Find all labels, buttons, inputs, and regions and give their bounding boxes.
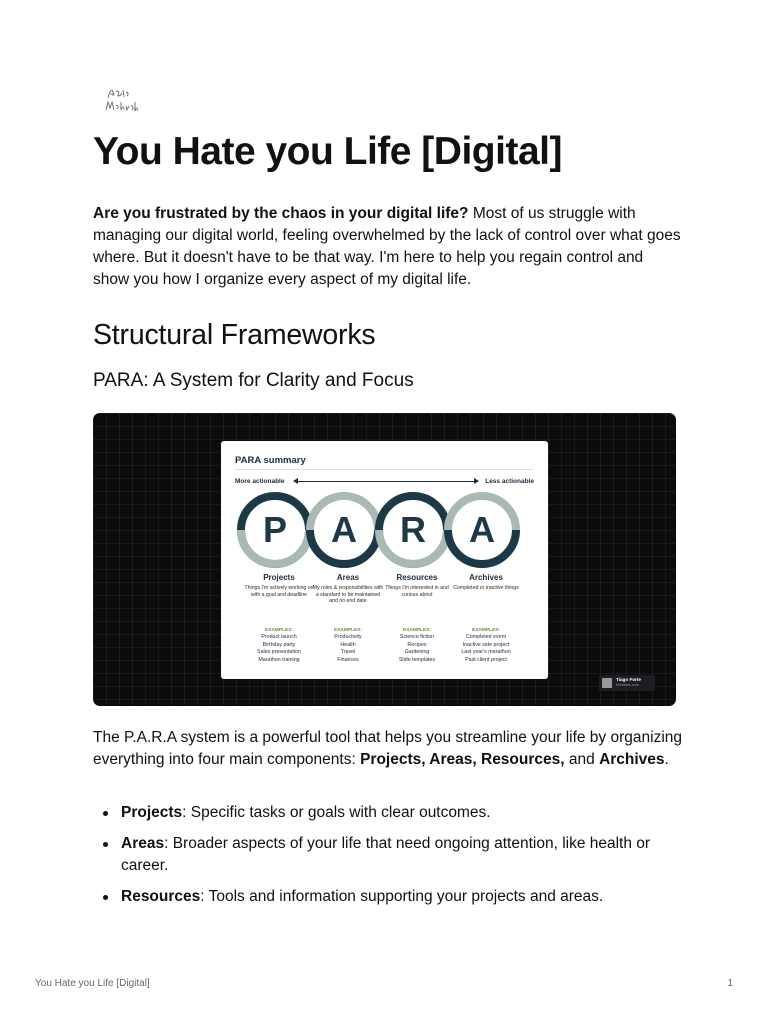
para-text-2: and <box>564 751 600 768</box>
example-item: Productivity <box>334 634 362 640</box>
intro-body: Most of us struggle with managing our digital world, feeling overwhelmed by the lack of control over what goes where. But it doesn't have to be that way. I'm here to help you regain control and show you how I organize every aspect of my digital life. <box>93 205 681 288</box>
list-item <box>93 802 683 824</box>
less-actionable-label: Less actionable <box>485 478 534 485</box>
para-column-projects <box>243 573 315 664</box>
example-item: Product launch <box>261 634 297 640</box>
list-item <box>93 833 683 877</box>
examples-label: EXAMPLES: <box>472 628 500 633</box>
ring-a2 <box>448 496 516 564</box>
subsection-heading: PARA: A System for Clarity and Focus <box>93 370 414 391</box>
column-name: Resources <box>396 573 438 582</box>
examples-label: EXAMPLES: <box>265 628 293 633</box>
column-description: My roles & responsibilities with a standard to be maintained and no end date <box>312 585 384 605</box>
list-term: Projects <box>121 804 183 821</box>
badge-author-name: Tiago Forte <box>616 676 641 682</box>
document-title: You Hate you Life [Digital] <box>93 130 562 173</box>
para-summary-card <box>221 441 548 679</box>
letter-p: P <box>262 509 288 550</box>
letter-a-archives: A <box>469 509 495 550</box>
signature-logo <box>102 84 142 118</box>
letter-a-areas: A <box>331 509 357 550</box>
example-item: Completed event <box>465 634 507 640</box>
para-column-areas <box>312 573 384 664</box>
list-item <box>93 886 683 908</box>
column-name: Projects <box>263 573 295 582</box>
more-actionable-label: More actionable <box>235 478 285 485</box>
footer-title: You Hate you Life [Digital] <box>35 978 150 989</box>
column-description: Things I'm interested in and curious about <box>385 585 449 598</box>
list-text: : Specific tasks or goals with clear outcomes. <box>182 804 491 821</box>
components-list <box>93 802 683 917</box>
example-item: Birthday party <box>262 641 296 648</box>
example-item: Last year's marathon <box>461 649 511 656</box>
column-name: Archives <box>469 573 503 582</box>
example-item: Past client project <box>465 656 507 663</box>
example-item: Science fiction <box>399 634 435 640</box>
ring-a1 <box>310 496 378 564</box>
card-title: PARA summary <box>235 455 306 466</box>
example-item: Recipes <box>407 641 427 648</box>
para-text-3: . <box>664 751 669 768</box>
actionability-arrow <box>297 481 475 482</box>
column-description: Completed or inactive things <box>453 585 519 591</box>
example-item: Travel <box>340 649 356 656</box>
examples-label: EXAMPLES: <box>403 628 431 633</box>
para-text-1: The P.A.R.A system is a powerful tool that helps you streamline your life by organizing everything into four main components: <box>93 729 683 768</box>
letter-r: R <box>400 509 426 550</box>
card-divider <box>235 469 533 470</box>
para-summary-figure <box>93 413 676 706</box>
example-item: Marathon training <box>258 656 300 663</box>
section-heading: Structural Frameworks <box>93 319 376 351</box>
badge-site: fortelabs.com <box>616 683 639 687</box>
example-item: Health <box>340 641 356 648</box>
list-text: : Broader aspects of your life that need ongoing attention, like health or career. <box>121 835 651 874</box>
list-term: Areas <box>121 835 165 852</box>
ring-r <box>379 496 447 564</box>
example-item: Finances <box>337 656 359 663</box>
para-rings-graphic <box>235 491 533 569</box>
para-bold-components: Projects, Areas, Resources, <box>360 751 565 768</box>
column-description: Things I'm actively working on with a goal and deadline <box>244 585 314 598</box>
page-number: 1 <box>727 978 733 989</box>
avatar <box>602 678 612 688</box>
author-badge <box>599 675 655 691</box>
example-item: Sales presentation <box>257 649 301 656</box>
example-item: Slide templates <box>398 656 436 663</box>
example-item: Gardening <box>404 649 430 656</box>
list-term: Resources <box>121 888 201 905</box>
intro-paragraph <box>93 203 683 291</box>
example-item: Inactive side project <box>462 641 510 648</box>
para-description <box>93 727 683 771</box>
ring-p <box>241 496 309 564</box>
para-column-archives <box>450 573 522 664</box>
para-column-resources <box>381 573 453 664</box>
intro-lead: Are you frustrated by the chaos in your digital life? <box>93 205 469 222</box>
para-bold-archives: Archives <box>599 751 665 768</box>
column-name: Areas <box>336 573 360 582</box>
list-text: : Tools and information supporting your projects and areas. <box>200 888 604 905</box>
examples-label: EXAMPLES: <box>334 628 362 633</box>
